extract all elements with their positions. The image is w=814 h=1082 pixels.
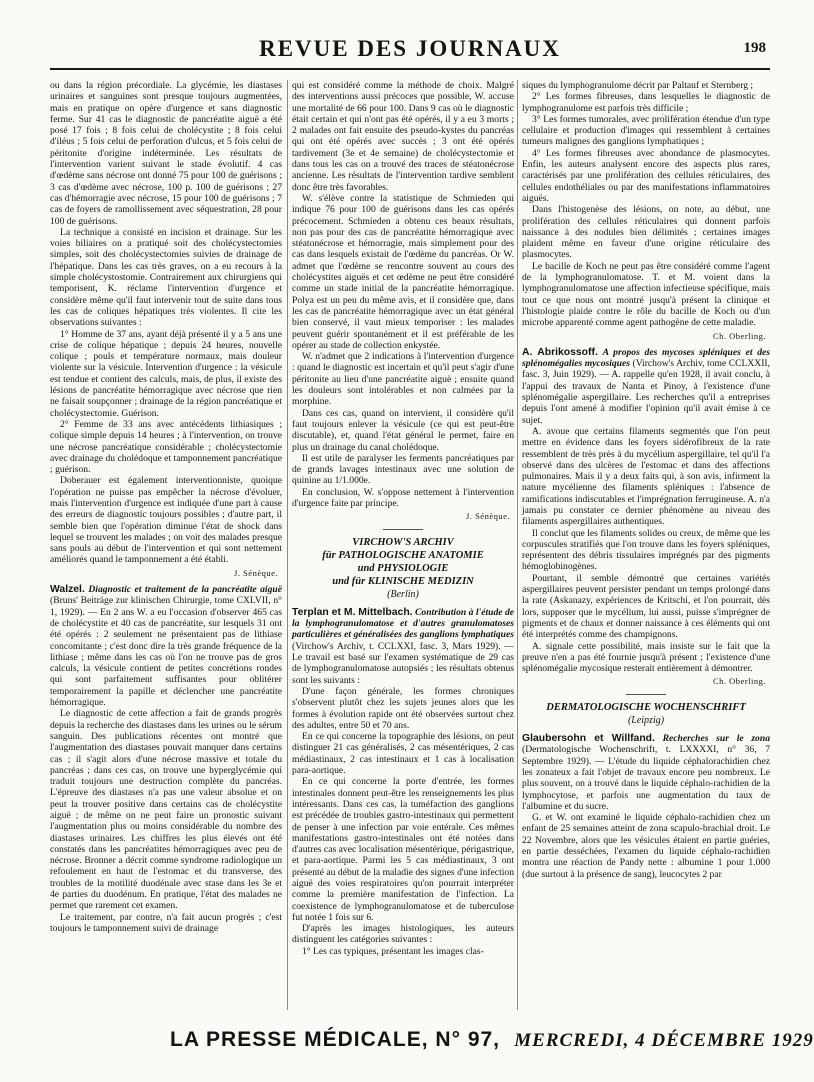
paragraph: 3° Les formes tumorales, avec prolifération étendue d'un type cellulaire et production d'images qui ressemblent à certaines tumeurs malignes des ganglions lymphatiques ; [522, 113, 770, 148]
author-signature: Ch. Oberling. [712, 676, 766, 687]
paragraph: G. et W. ont examiné le liquide céphalo-rachidien chez un enfant de 25 semaines atteint de zona scapulo-brachial droit. Le 22 Novembre, alors que les vésicules étaient en partie guéries, en partie desséchées, l'examen du liquide céphalo-rachidien montra une réaction de Pandy nette : albumine 1 pour 1.000 (due surtout à la présence de sang), leucocytes 2 par [522, 812, 770, 880]
paragraph: La technique a consisté en incision et drainage. Sur les voies biliaires on a pratiqué soit des cholécystectomies simples, soit des cholécystectomies suivies de drainage de l'hépatique. Dans les cas très graves, on a eu recours à la simple cholécystostomie. Contrairement aux chirurgiens qui temporisent, K. réclame l'intervention d'urgence et considère même qu'il faut intervenir tout de suite dans tous les cas de coliques hépatiques très violentes. Il cite les observations suivantes : [50, 226, 282, 329]
article-author: A. Abrikossoff. [522, 346, 598, 358]
article-reference: (Dermatologische Wochenschrift, t. LXXXXI, n° 36, 7 Septembre 1929). — L'étude du liquide céphalorachidien chez les zonateux a fait l'objet de travaux encore peu nombreux. Le plus souvent, on a trouvé dans le liquide céphalo-rachidien de la lymphocytose, et parfois une augmentation du taux de l'albumine et du sucre. [522, 744, 770, 812]
paragraph: A. signale cette possibilité, mais insiste sur le fait que la preuve n'en a pas été fournie jusqu'à présent ; l'existence d'une splénomégalie mycosique resterait entièrement à démontrer. [522, 640, 770, 675]
article-reference: (Bruns' Beiträge zur klinischen Chirurgie, tome CXLVII, n° 1, 1929). — En 2 ans W. a eu l'occasion d'observer 465 cas de cholécystite et 40 cas de pancréatite, sur lesquels 31 ont été opérés : 2 seulement ne présentaient pas de lithiase concomitante ; c'est donc dire la très grande fréquence de la lithiase ; même dans les cas où l'on ne trouve pas de gros calculs, la vésicule contient de petites concrétions rondes qui sont parfaitement suffisantes pour oblitérer temporairement la papille et déclencher une pancréatite hémorragique. [50, 595, 282, 709]
author-signature: Ch. Oberling. [712, 330, 766, 341]
journal-title-line: DERMATOLOGISCHE WOCHENSCHRIFT [546, 701, 746, 713]
author-signature: J. Sénèque. [466, 511, 510, 522]
paragraph: W. s'élève contre la statistique de Schmieden qui indique 76 pour 100 de guérisons dans les cas opérés précocement. Schmieden a obtenu ces beaux résultats, non pas pour des cas de pancréatite hémorragique avec stéatonécrose et hémorragie, mais simplement pour des cas dans lesquels existait de l'œdème du pancréas. Or W. admet que l'œdème se rencontre souvent au cours des cholécystites aiguës et cet œdème ne peut être considéré comme un stade initial de la pancréatite hémorragique. Polya est un peu du même avis, et il considère que, dans les cas de pancréatite hémorragique avec un état général bien conservé, il vaut mieux temporiser : les malades peuvent guérir spontanément et il est préférable de les opérer au stade de collection enkystée. [292, 192, 514, 351]
journal-title-line: und für KLINISCHE MEDIZIN [332, 575, 474, 587]
paragraph: A. avoue que certains filaments segmentés que l'on peut mettre en évidence dans les foyers sidérofibreux de la rate ressemblent de très près à du mycélium aspergillaire, tel qu'il l'a observé dans des ulcères de l'estomac et dans des affections pulmonaires. Mais il y a deux faits qui, à son avis, infirment la nature mycélienne des filaments spléniques : l'absence de ramifications indiscutables et l'imprégnation ferrugineuse. A. n'a jamais pu constater ce dernier phénomène au niveau des filaments aspergillaires authentiques. [522, 425, 770, 528]
journal-title-line: und PHYSIOLOGIE [357, 562, 449, 574]
paragraph: 2° Les formes fibreuses, dans lesquelles le diagnostic de lymphogranulome est parfois très difficile ; [522, 91, 770, 114]
article-title: Diagnostic et traitement de la pancréatite aiguë [88, 584, 282, 596]
article-heading [292, 607, 514, 686]
article-title: Contribution à l'étude de la lymphogranulomatose et d'autres granulomatoses particulières et généralisées des ganglions lymphatiques [292, 606, 515, 641]
column-rule [517, 80, 518, 1010]
paragraph: W. n'admet que 2 indications à l'intervention d'urgence : quand le diagnostic est incertain et qu'il peut s'agir d'une péritonite au lieu d'une pancréatite aiguë ; ensuite quand les douleurs sont intolérables et non calmées par la morphine. [292, 351, 514, 408]
paragraph: 4° Les formes fibreuses avec abondance de plasmocytes. Enfin, les auteurs analysent encore des aspects plus rares, caractérisés par une prolifération des cellules réticulaires, des cellules endothéliales ou par des manifestations inflammatoires aiguës. [522, 147, 770, 204]
paragraph: ou dans la région précordiale. La glycémie, les diastases urinaires et sanguines sont presque toujours augmentées, mais en pratique on opère d'urgence et sans diagnostic ferme. Sur 41 cas le diagnostic de pancréatite aiguë a été posé 17 fois ; 8 fois celui de cholécystite ; 8 fois celui d'iléus ; 5 fois celui de perforation d'ulcus, et 5 fois celui de péritonite d'origine indéterminée. Les résultats de l'intervention varient suivant le stade évolutif. 4 cas d'œdème sans nécrose ont donné 75 pour 100 de guérisons ; 3 cas d'œdème avec nécrose, 100 p. 100 de guérisons ; 27 cas d'hémorragie avec nécrose, 15 pour 100 de guérisons ; 7 cas de foyers de ramollissement avec séquestration, 28 pour 100 de guérisons. [50, 80, 282, 227]
paragraph: 1° Les cas typiques, présentant les images clas- [302, 945, 484, 957]
paragraph: Le diagnostic de cette affection a fait de grands progrès depuis la recherche des diastases dans les urines ou le sérum sanguin. Des publications récentes ont montré que l'augmentation des diastases pouvait manquer dans certains cas ; il s'agit alors d'une nécrose massive et totale du pancréas ; dans ces cas, on trouve une hyperglycémie qui traduit toujours une destruction complète du pancréas. L'épreuve des diastases n'a pas une valeur absolue et on peut la trouver positive dans certains cas de cholécystite aiguë ; de même on ne peut faire un pronostic suivant l'augmentation plus ou moins considérable du nombre des diastases urinaires. Les chiffres les plus élevés ont été constatés dans les pancréatites hémorragiques avec peu de nécrose. Bronner a décrit comme syndrome radiologique un refoulement en haut de l'estomac et du transverse, des troubles de la motilité duodénale avec stase dans les 3e et 4e parties du duodénum. En pratique, l'état des malades ne permet que rarement cet examen. [50, 708, 282, 912]
article-author: Terplan et M. Mittelbach. [292, 606, 413, 618]
column-left [50, 80, 282, 1010]
section-divider [626, 694, 666, 695]
paragraph: Pourtant, il semble démontré que certaines variétés aspergillaires peuvent persister pendant un temps prolongé dans la rate (Askanazy, expériences de Kritschi, et l'on pourrait, dès lors, supposer que le mycélium, lui aussi, puisse s'imprégner de pigments et de chaux et donner naissance à ces éléments qui ont été interprétés comme des champignons. [522, 572, 770, 641]
paragraph: 1° Homme de 37 ans, ayant déjà présenté il y a 5 ans une crise de colique hépatique ; depuis 24 heures, nouvelle colique ; pouls et température normaux, mais douleur violente sur la vésicule. Intervention d'urgence : la vésicule est tendue et contient des calculs, mais, de plus, il existe des lésions de pancréatite hémorragique avec nécrose que rien ne faisait soupçonner ; drainage de la région pancréatique et cholécystectomie. Guérison. [50, 328, 282, 419]
journal-title [292, 536, 514, 588]
journal-city: (Berlin) [387, 588, 419, 600]
paragraph: En ce qui concerne la topographie des lésions, on peut distinguer 21 cas généralisés, 2 cas mésentériques, 2 cas médiastinaux, 2 cas intestinaux et 1 cas à localisation para-aortique. [292, 731, 514, 777]
page-footer [170, 1027, 814, 1057]
journal-title [522, 701, 770, 714]
paragraph: siques du lymphogranulome décrit par Paltauf et Sternberg ; [522, 80, 754, 91]
column-right [522, 80, 770, 1010]
article-title: A propos des mycoses spléniques et des splénomégalies mycosiques [522, 346, 771, 370]
article-title: Recherches sur le zona [662, 733, 770, 745]
paragraph: Il est utile de paralyser les ferments pancréatiques par de grands lavages intestinaux avec une solution de quinine au 1/1.000e. [292, 452, 514, 487]
article-reference: (Virchow's Archiv, tome CCLXXII, fasc. 3, Juin 1929). — A. rappelle qu'en 1928, il avait conclu, à l'appui des travaux de Nanta et Pinoy, à l'existence d'une splénomégalie aspergillaire. Les recherches qu'il a entreprises depuis l'ont amené à modifier l'opinion qu'il avait émise à ce sujet. [522, 358, 771, 426]
article-heading [522, 347, 770, 426]
publication-name: LA PRESSE MÉDICALE, N° 97, [170, 1028, 501, 1051]
paragraph: Doberauer est également interventionniste, quoique l'opération ne puisse pas empêcher la nécrose d'évoluer, mais l'intervention d'urgence est indiquée d'une part à cause des erreurs de diagnostic toujours possibles ; d'autre part, il semble bien que l'opération diminue l'état de shock dans lequel se trouvent les malades ; on voit des malades presque sans pouls au début de l'intervention et qui sont nettement améliorés quand le tamponnement a été établi. [50, 475, 282, 566]
paragraph: En conclusion, W. s'oppose nettement à l'intervention d'urgence faite par principe. [292, 486, 514, 509]
page-header [50, 32, 770, 70]
article-heading [50, 584, 282, 708]
paragraph: Dans ces cas, quand on intervient, il considère qu'il faut toujours enlever la vésicule (ce qui est peut-être discutable), et, quand l'état général le permet, faire en plus un drainage du canal cholédoque. [292, 407, 514, 453]
column-rule [287, 80, 288, 1010]
paragraph: 2° Femme de 33 ans avec antécédents lithiasiques ; colique simple depuis 14 heures ; à l'intervention, on trouve une nécrose pancréatique considérable ; cholécystectomie avec drainage du cholédoque et tamponnement pancréatique ; guérison. [50, 418, 282, 476]
paragraph: En ce qui concerne la porte d'entrée, les formes intestinales donnent peut-être les renseignements les plus intéressants. Dans ces cas, la tuméfaction des ganglions est précédée de troubles gastro-intestinaux qui permettent de penser à une infection par voie entérale. Ces mêmes manifestations gastro-intestinales ont été notées dans d'autres cas avec localisation mésentérique, périgastrique, et para-aortique. Parmi les 5 cas médiastinaux, 3 ont présenté au début de la maladie des signes d'une infection aiguë des voies respiratoires qu'on pourrait interpréter comme la première manifestation de l'infection. La coexistence de lymphogranulomatose et de tuberculose fut notée 1 fois sur 6. [292, 776, 514, 923]
article-heading [522, 733, 770, 812]
paragraph: Dans l'histogenèse des lésions, on note, au début, une prolifération des cellules réticulaires qui donnent parfois naissance à des nodules bien délimités ; certaines images plaident même en faveur d'une origine réticulaire des plasmocytes. [522, 204, 770, 261]
page-number: 198 [743, 40, 766, 56]
section-divider [383, 529, 423, 530]
paragraph: D'après les images histologiques, les auteurs distinguent les catégories suivantes : [292, 923, 514, 946]
paragraph: Le bacille de Koch ne peut pas être considéré comme l'agent de la lymphogranulomatose. T. et M. voient dans la lymphogranulomatose une affection infectieuse spécifique, mais tout ce que nous ont montré jusqu'à présent la clinique et l'histologie plaide contre le rôle du bacille de Koch ou d'un microbe apparenté comme agent pathogène de cette maladie. [522, 260, 770, 329]
author-signature: J. Sénèque. [234, 567, 278, 578]
paragraph: D'une façon générale, les formes chroniques s'observent plutôt chez les sujets jeunes alors que les formes à évolution rapide ont été observées surtout chez des adultes, entre 50 et 70 ans. [292, 685, 514, 731]
journal-title-line: für PATHOLOGISCHE ANATOMIE [322, 549, 484, 561]
column-middle [292, 80, 514, 1010]
running-title: REVUE DES JOURNAUX [259, 36, 561, 61]
journal-city: (Leipzig) [627, 714, 665, 726]
paragraph: Il conclut que les filaments solides ou creux, de même que les corpuscules stratifiés que l'on trouve dans les foyers spléniques, représentent des débris tissulaires imprégnés par des pigments hémoglobinogènes. [522, 527, 770, 573]
article-author: Walzel. [50, 584, 85, 596]
journal-title-line: VIRCHOW'S ARCHIV [352, 536, 454, 548]
article-reference: (Virchow's Archiv, t. CCLXXI, fasc. 3, Mars 1929). — Le travail est basé sur l'examen systématique de 29 cas de lymphogranulomatose autopsiés ; les résultats obtenus sont les suivants : [292, 640, 514, 686]
paragraph: qui est considéré comme la méthode de choix. Malgré des interventions aussi précoces que possible, W. accuse une mortalité de 66 pour 100. Dans 9 cas où le diagnostic était certain et qui n'ont pas été opérés, il y a eu 3 morts ; 2 malades ont fait ensuite des pseudo-kystes du pancréas qui ont été opérés avec succès ; 3 ont été opérés tardivement (3e et 4e semaine) de cholécystectomie et dans tous les cas on a trouvé des traces de stéatonécrose ancienne. Les résultats de l'intervention tardive semblent donc être très favorables. [292, 80, 514, 193]
paragraph: Le traitement, par contre, n'a fait aucun progrès ; c'est toujours le tamponnement suivi de drainage [50, 911, 282, 934]
issue-date: MERCREDI, 4 DÉCEMBRE 1929 [514, 1030, 814, 1051]
article-author: Glaubersohn et Willfand. [522, 733, 655, 745]
